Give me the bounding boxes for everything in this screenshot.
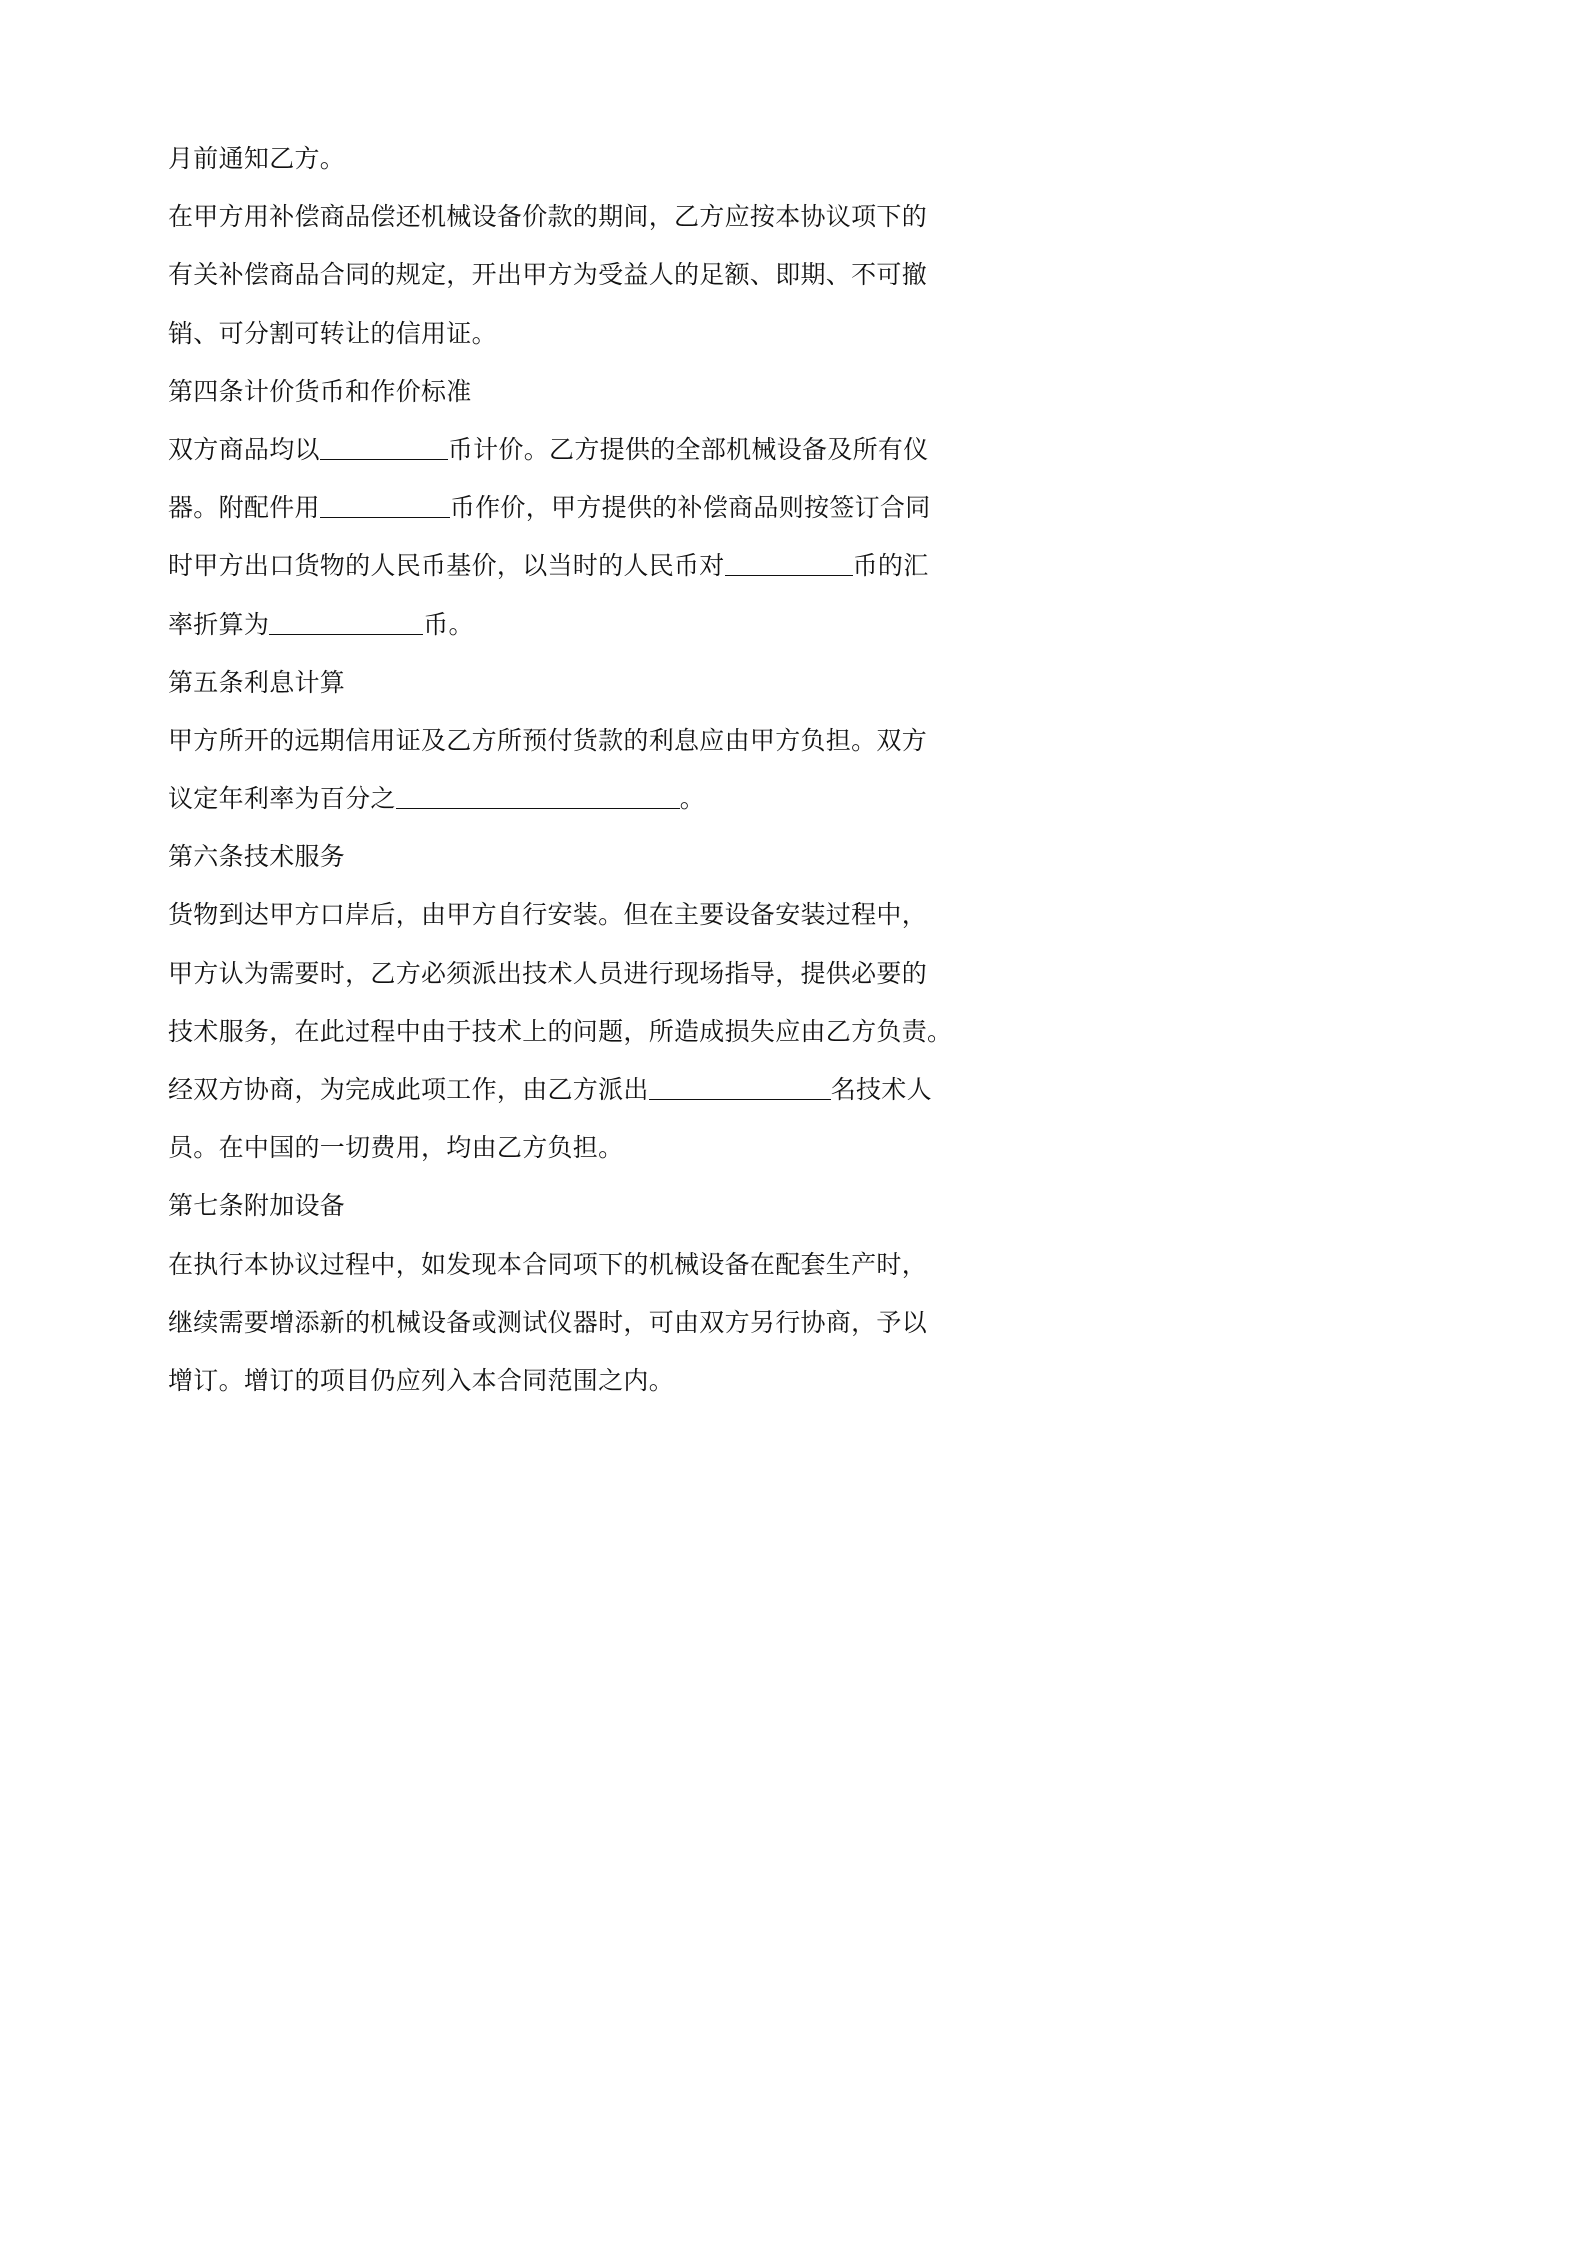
paragraph-line: 员。在中国的一切费用，均由乙方负担。 [168,1133,624,1163]
paragraph-line: 月前通知乙方。 [168,144,346,173]
paragraph-line: 增订。增订的项目仍应列入本合同范围之内。 [168,1365,675,1395]
paragraph-line [168,421,948,479]
fill-in-blank [396,786,680,809]
fill-in-blank [269,612,423,635]
line-text: 名技术人 [830,1075,932,1104]
fill-in-blank [725,553,853,576]
fill-in-blank [320,495,450,518]
paragraph-line: 有关补偿商品合同的规定，开出甲方为受益人的足额、即期、不可撤 [168,260,928,290]
line-text: 议定年利率为百分之 [168,784,396,814]
line-text: 经双方协商，为完成此项工作，由乙方派出 [168,1075,649,1104]
line-text: 币计价。乙方提供的全部机械设备及所有仪 [447,434,929,464]
paragraph-line: 继续需要增添新的机械设备或测试仪器时，可由双方另行协商，予以 [168,1307,928,1337]
paragraph-line [168,596,948,654]
line-text: 率折算为 [168,609,270,639]
paragraph-line [168,479,948,537]
line-text: 币作价，甲方提供的补偿商品则按签订合同 [449,493,931,523]
line-text: 币。 [423,609,474,639]
line-text: 双方商品均以 [168,434,320,464]
fill-in-blank [320,437,448,460]
paragraph-line: 甲方认为需要时，乙方必须派出技术人员进行现场指导，提供必要的 [168,958,928,988]
paragraph-line: 货物到达甲方口岸后，由甲方自行安装。但在主要设备安装过程中， [168,900,928,930]
paragraph-line [168,770,948,828]
paragraph-line: 在甲方用补偿商品偿还机械设备价款的期间，乙方应按本协议项下的 [168,202,928,232]
document-body [168,130,953,1410]
fill-in-blank [649,1077,831,1100]
paragraph-line: 在执行本协议过程中，如发现本合同项下的机械设备在配套生产时， [168,1249,928,1279]
paragraph-line: 甲方所开的远期信用证及乙方所预付货款的利息应由甲方负担。双方 [168,725,928,755]
paragraph-line: 技术服务，在此过程中由于技术上的问题，所造成损失应由乙方负责。 [168,1016,953,1046]
line-text: 器。附配件用 [168,493,320,523]
line-text: 时甲方出口货物的人民币基价，以当时的人民币对 [168,551,725,581]
section-heading-article-6: 第六条技术服务 [168,842,346,872]
paragraph-line: 销、可分割可转让的信用证。 [168,318,497,348]
section-heading-article-7: 第七条附加设备 [168,1191,346,1221]
section-heading-article-5: 第五条利息计算 [168,667,346,697]
section-heading-article-4: 第四条计价货币和作价标准 [168,376,472,406]
line-text: 。 [679,784,706,814]
line-text: 币的汇 [852,551,929,581]
document-page [0,0,1103,1561]
paragraph-line [168,1061,948,1119]
paragraph-line [168,537,948,595]
